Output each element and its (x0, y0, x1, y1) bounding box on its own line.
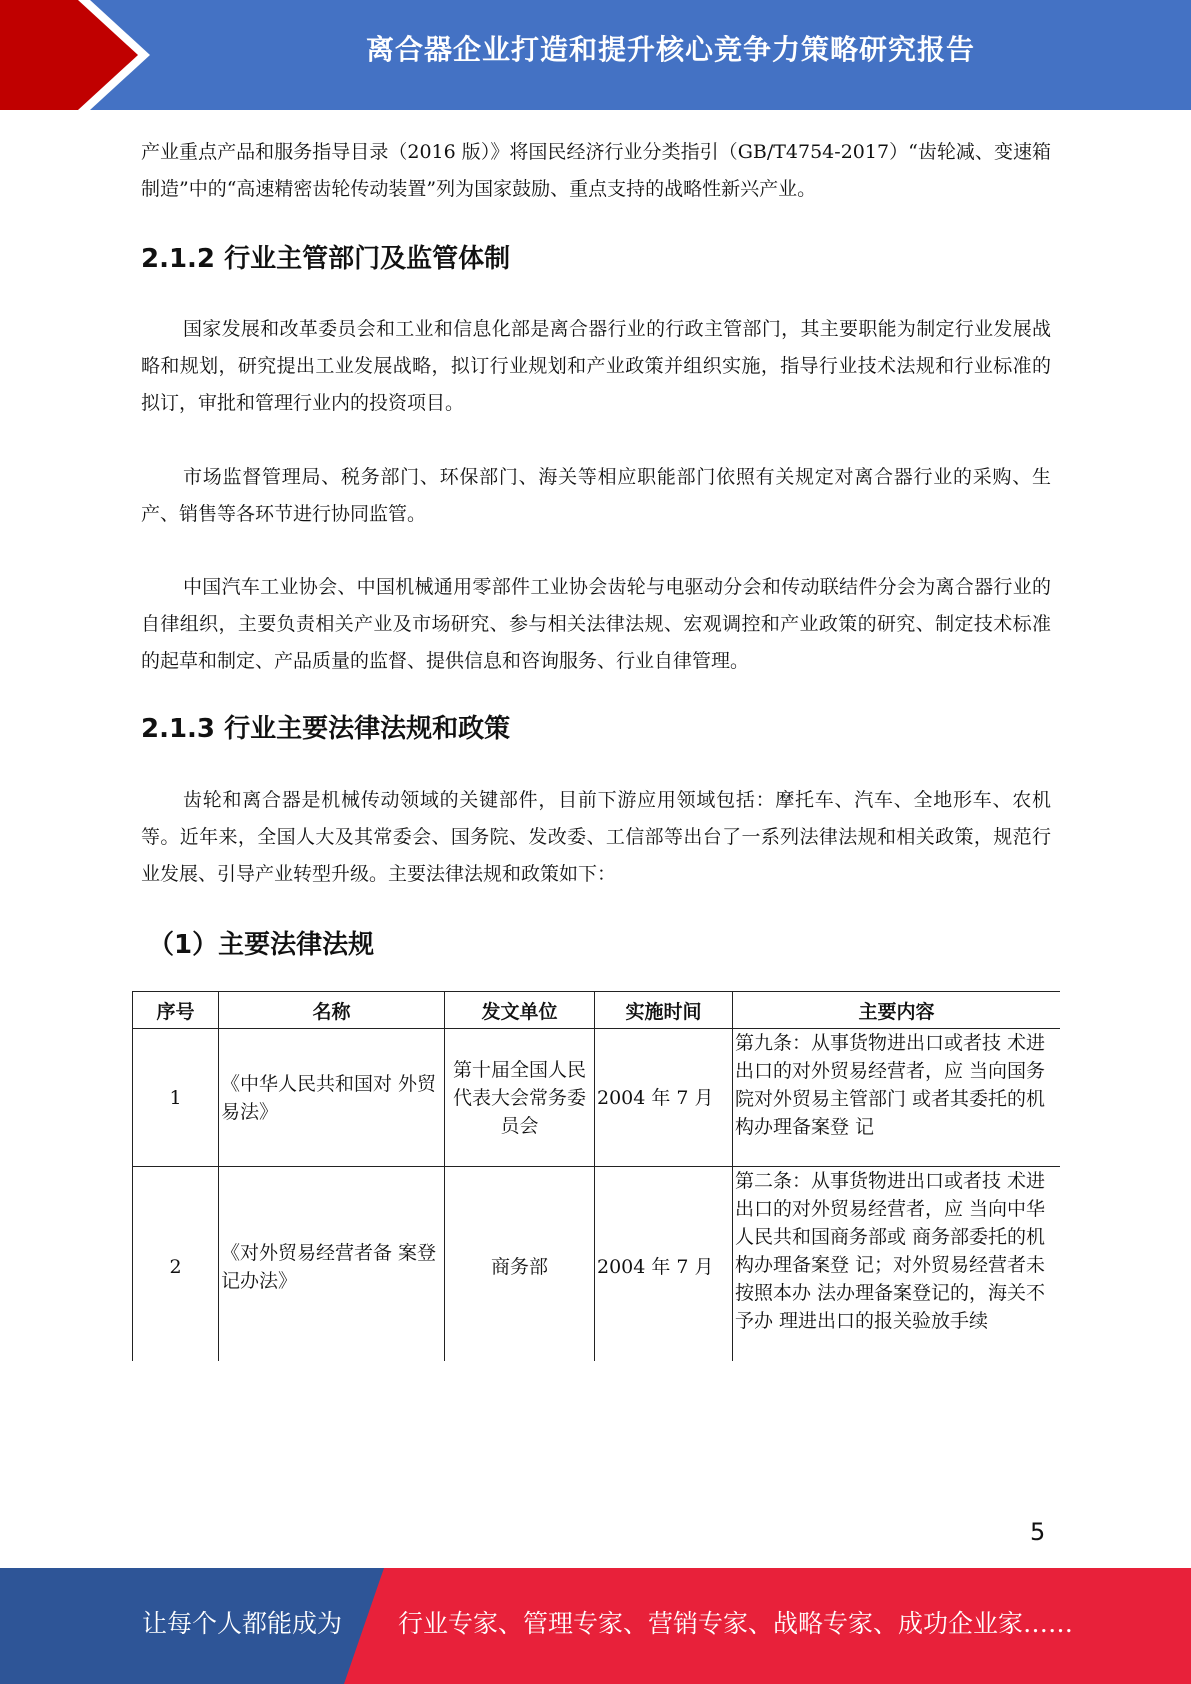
header-cell-name: 名称 (219, 992, 445, 1029)
cell-content: 第二条：从事货物进出口或者技 术进出口的对外贸易经营者，应 当向中华人民共和国商务部或 商务部委托的机构办理备案登 记；对外贸易经营者未按照本办 法办理备案登记的，海关不予办 理进出口的报关验放手续 (733, 1167, 1061, 1362)
cell-name: 《中华人民共和国对 外贸易法》 (219, 1029, 445, 1167)
cell-issuer: 商务部 (445, 1167, 595, 1362)
page-header (0, 0, 1191, 110)
table-header-row (133, 992, 1061, 1029)
table-row (133, 1167, 1061, 1362)
cell-content: 第九条：从事货物进出口或者技 术进出口的对外贸易经营者，应 当向国务院对外贸易主管部门 或者其委托的机构办理备案登 记 (733, 1029, 1061, 1167)
header-cell-no: 序号 (133, 992, 219, 1029)
paragraph: 国家发展和改革委员会和工业和信息化部是离合器行业的行政主管部门，其主要职能为制定行业发展战略和规划，研究提出工业发展战略，拟订行业规划和产业政策并组织实施，指导行业技术法规和行业标准的拟订，审批和管理行业内的投资项目。 (141, 318, 1051, 414)
subsection-heading: （1）主要法律法规 (148, 930, 375, 960)
footer-slogan-right: 行业专家、管理专家、营销专家、战略专家、成功企业家…… (398, 1609, 1074, 1638)
cell-date: 2004 年 7 月 (595, 1029, 733, 1167)
cell-no: 2 (133, 1167, 219, 1362)
footer-slogan-left: 让每个人都能成为 (142, 1609, 343, 1638)
cell-name: 《对外贸易经营者备 案登记办法》 (219, 1167, 445, 1362)
paragraph: 齿轮和离合器是机械传动领域的关键部件，目前下游应用领域包括：摩托车、汽车、全地形车、农机等。近年来，全国人大及其常委会、国务院、发改委、工信部等出台了一系列法律法规和相关政策，规范行业发展、引导产业转型升级。主要法律法规和政策如下： (141, 789, 1051, 885)
laws-table (132, 991, 1060, 1361)
section-heading-2-1-2: 2.1.2 行业主管部门及监管体制 (141, 244, 511, 274)
paragraph: 中国汽车工业协会、中国机械通用零部件工业协会齿轮与电驱动分会和传动联结件分会为离合器行业的自律组织，主要负责相关产业及市场研究、参与相关法律法规、宏观调控和产业政策的研究、制定技术标准的起草和制定、产品质量的监督、提供信息和咨询服务、行业自律管理。 (141, 576, 1051, 672)
header-arrow-decoration (0, 0, 160, 110)
page-number: 5 (1030, 1518, 1046, 1546)
header-cell-date: 实施时间 (595, 992, 733, 1029)
report-title: 离合器企业打造和提升核心竞争力策略研究报告 (365, 33, 975, 66)
section-heading-2-1-3: 2.1.3 行业主要法律法规和政策 (141, 714, 511, 744)
table-row (133, 1029, 1061, 1167)
header-cell-issuer: 发文单位 (445, 992, 595, 1029)
cell-date: 2004 年 7 月 (595, 1167, 733, 1362)
header-cell-content: 主要内容 (733, 992, 1061, 1029)
paragraph: 市场监督管理局、税务部门、环保部门、海关等相应职能部门依照有关规定对离合器行业的采购、生产、销售等各环节进行协同监管。 (141, 466, 1051, 525)
page-footer (0, 1568, 1191, 1684)
laws-table-container (132, 991, 1060, 1361)
paragraph: 产业重点产品和服务指导目录（2016 版）》将国民经济行业分类指引（GB/T4754-2017）“齿轮减、变速箱制造”中的“高速精密齿轮传动装置”列为国家鼓励、重点支持的战略性新兴产业。 (141, 141, 1051, 200)
cell-no: 1 (133, 1029, 219, 1167)
cell-issuer: 第十届全国人民代表大会常务委员会 (445, 1029, 595, 1167)
